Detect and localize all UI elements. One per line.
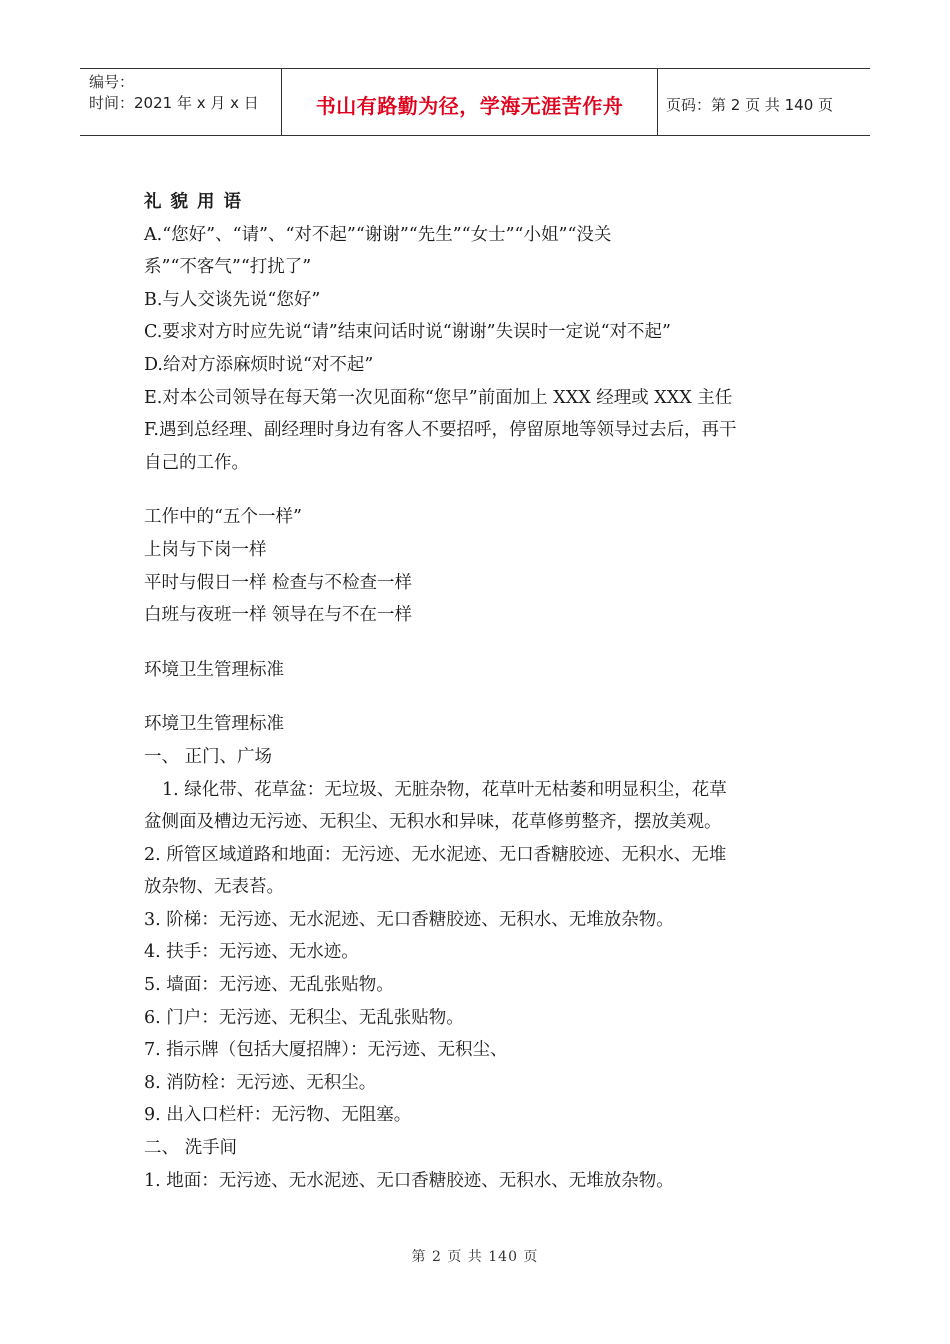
section-gap [144,632,804,654]
env-item: 5. 墙面：无污迹、无乱张贴物。 [144,975,394,996]
env-item: 放杂物、无表苔。 [144,877,284,898]
section-gap [144,479,804,501]
date-label: 时间：2021 年 x 月 x 日 [89,94,259,112]
courtesy-line: D.给对方添麻烦时说“对不起” [144,354,374,375]
header-motto: 书山有路勤为径，学海无涯苦作舟 [282,69,658,135]
five-same-line: 平时与假日一样 检查与不检查一样 [144,572,413,593]
env-title: 环境卫生管理标准 [144,714,284,735]
courtesy-line: 系”“不客气”“打扰了” [144,257,312,278]
env-part1-title: 一、 正门、广场 [144,746,273,767]
five-same-line: 白班与夜班一样 领导在与不在一样 [144,605,413,626]
env-item: 8. 消防栓：无污迹、无积尘。 [144,1072,377,1093]
env-item: 6. 门户：无污迹、无积尘、无乱张贴物。 [144,1007,464,1028]
courtesy-line: F.遇到总经理、副经理时身边有客人不要招呼，停留原地等领导过去后，再干 [144,420,737,441]
env-item: 1. 地面：无污迹、无水泥迹、无口香糖胶迹、无积水、无堆放杂物。 [144,1170,674,1191]
courtesy-title: 礼貌用语 [144,192,250,212]
header-meta [80,69,282,135]
document-body [144,186,804,1197]
env-item: 9. 出入口栏杆：无污物、无阻塞。 [144,1105,412,1126]
page-footer: 第 2 页 共 140 页 [411,1249,539,1265]
page-header [80,68,870,136]
env-heading: 环境卫生管理标准 [144,659,284,680]
courtesy-line: B.与人交谈先说“您好” [144,289,321,310]
courtesy-line: 自己的工作。 [144,452,249,473]
number-label: 编号： [89,73,135,91]
env-item: 7. 指示牌（包括大厦招牌）：无污迹、无积尘、 [144,1040,508,1061]
env-item: 4. 扶手：无污迹、无水迹。 [144,942,359,963]
env-item: 3. 阶梯：无污迹、无水泥迹、无口香糖胶迹、无积水、无堆放杂物。 [144,909,674,930]
courtesy-line: C.要求对方时应先说“请”结束问话时说“谢谢”失误时一定说“对不起” [144,322,672,343]
env-item: 盆侧面及槽边无污迹、无积尘、无积水和异味，花草修剪整齐，摆放美观。 [144,812,722,833]
courtesy-line: A.“您好”、“请”、“对不起”“谢谢”“先生”“女士”“小姐”“没关 [144,224,612,245]
courtesy-line: E.对本公司领导在每天第一次见面称“您早”前面加上 XXX 经理或 XXX 主任 [144,387,733,408]
header-page-info: 页码：第 2 页 共 140 页 [666,95,834,114]
five-same-line: 上岗与下岗一样 [144,539,267,560]
env-item: 1. 绿化带、花草盆：无垃圾、无脏杂物，花草叶无枯萎和明显积尘，花草 [162,779,727,800]
env-item: 2. 所管区域道路和地面：无污迹、无水泥迹、无口香糖胶迹、无积水、无堆 [144,844,727,865]
env-part2-title: 二、 洗手间 [144,1138,238,1159]
section-gap [144,686,804,708]
five-same-title: 工作中的“五个一样” [144,507,302,528]
